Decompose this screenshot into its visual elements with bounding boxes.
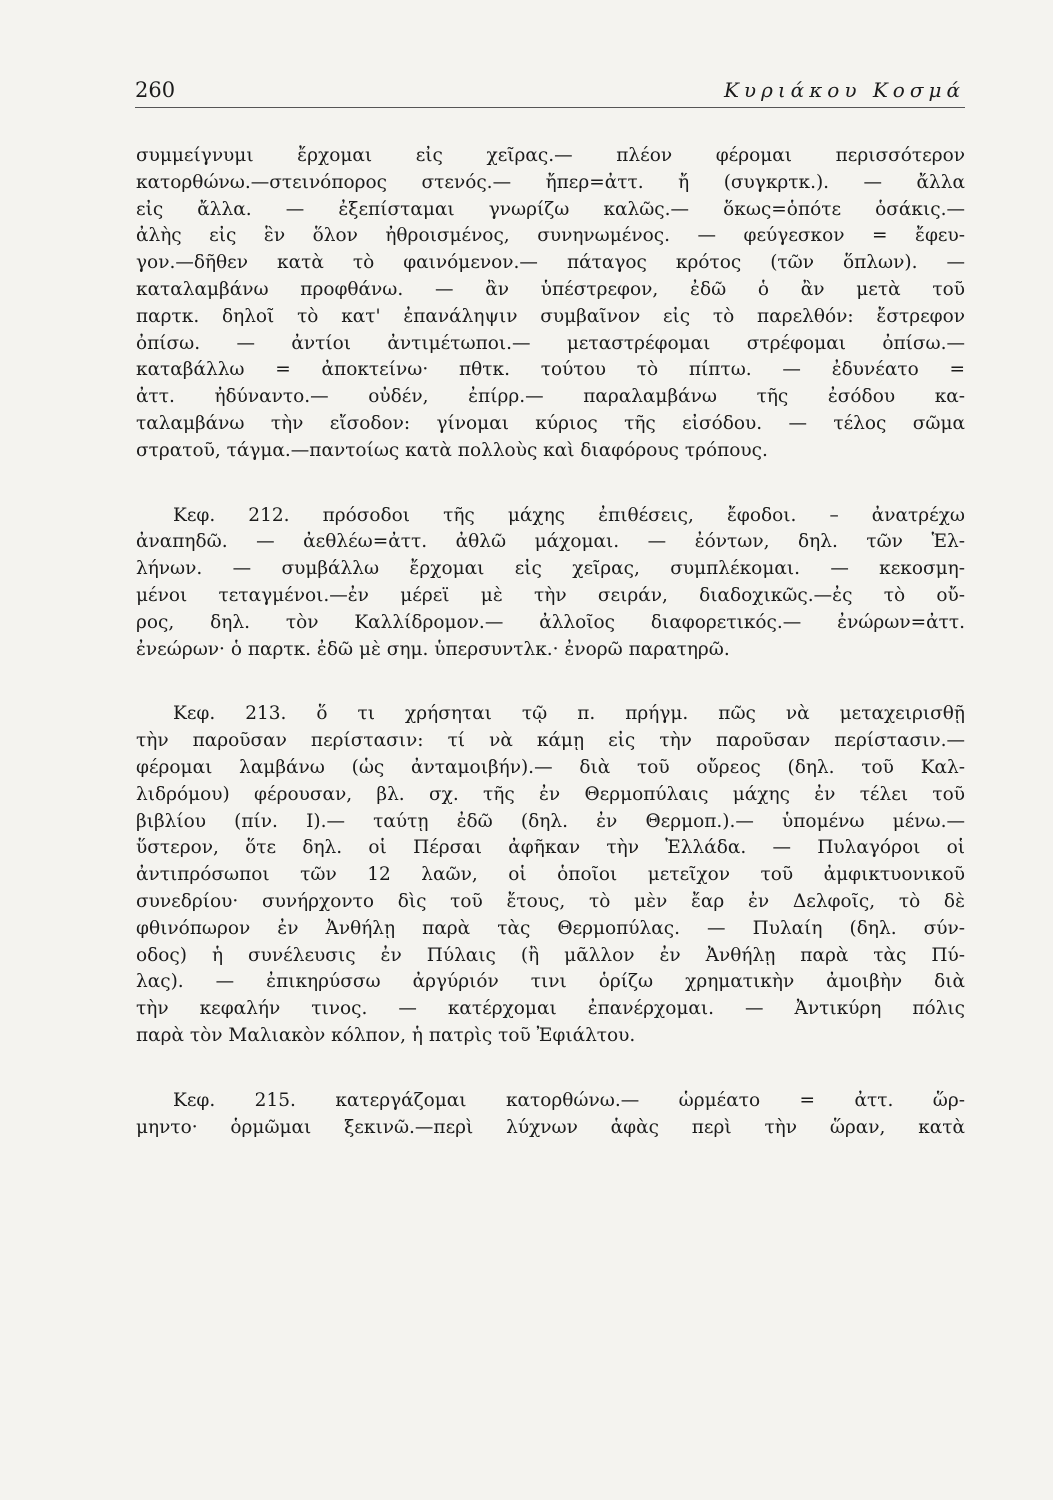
text-line: Κεφ. 212. πρόσοδοι τῆς μάχης ἐπιθέσεις, ἔφοδοι. – ἀνατρέχω [173, 504, 965, 526]
text-line: λήνων. — συμβάλλω ἔρχομαι εἰς χεῖρας, συμπλέκομαι. — κεκοσμη- [136, 558, 965, 580]
text-line: εἰς ἄλλα. — ἐξεπίσταμαι γνωρίζω καλῶς.— ὅκως=ὁπότε ὁσάκις.— [136, 198, 965, 220]
text-line: παρὰ τὸν Μαλιακὸν κόλπον, ἡ πατρὶς τοῦ Ἐφιάλτου. [136, 1024, 636, 1046]
text-line: λιδρόμου) φέρουσαν, βλ. σχ. τῆς ἐν Θερμοπύλαις μάχης ἐν τέλει τοῦ [136, 783, 965, 805]
text-line: Κεφ. 215. κατεργάζομαι κατορθώνω.— ὡρμέατο = ἀττ. ὥρ- [173, 1089, 965, 1111]
running-head: Κυριάκου Κοσμά [723, 78, 965, 102]
text-line: λας). — ἐπικηρύσσω ἀργύριόν τινι ὁρίζω χρηματικὴν ἀμοιβὴν διὰ [136, 971, 965, 993]
page-number: 260 [135, 78, 176, 102]
paragraph-ch211-notes [136, 143, 965, 465]
text-line: παρτκ. δηλοῖ τὸ κατ' ἐπανάληψιν συμβαῖνον εἰς τὸ παρελθόν: ἔστρεφον [136, 305, 965, 327]
text-line: καταλαμβάνω προφθάνω. — ἂν ὑπέστρεφον, ἐδῶ ὁ ἂν μετὰ τοῦ [136, 278, 965, 300]
paragraph-ch215-notes [136, 1088, 965, 1142]
text-line: συνεδρίου· συνήρχοντο δὶς τοῦ ἔτους, τὸ μὲν ἔαρ ἐν Δελφοῖς, τὸ δὲ [136, 890, 965, 912]
text-line: φθινόπωρον ἐν Ἀνθήλῃ παρὰ τὰς Θερμοπύλας. — Πυλαίη (δηλ. σύν- [136, 917, 965, 939]
text-line: ρος, δηλ. τὸν Καλλίδρομον.— ἀλλοῖος διαφορετικός.— ἐνώρων=ἀττ. [136, 611, 965, 633]
text-line: οδος) ἡ συνέλευσις ἐν Πύλαις (ἢ μᾶλλον ἐν Ἀνθήλῃ παρὰ τὰς Πύ- [136, 944, 965, 966]
text-line: ὀπίσω. — ἀντίοι ἀντιμέτωποι.— μεταστρέφομαι στρέφομαι ὀπίσω.— [136, 332, 965, 354]
text-line: γον.—δῆθεν κατὰ τὸ φαινόμενον.— πάταγος κρότος (τῶν ὅπλων). — [136, 252, 965, 274]
text-line: βιβλίου (πίν. Ι).— ταύτῃ ἐδῶ (δηλ. ἐν Θερμοπ.).— ὑπομένω μένω.— [136, 810, 965, 832]
text-line: τὴν κεφαλήν τινος. — κατέρχομαι ἐπανέρχομαι. — Ἀντικύρη πόλις [136, 998, 965, 1020]
text-line: ἀττ. ἠδύναντο.— οὐδέν, ἐπίρρ.— παραλαμβάνω τῆς ἐσόδου κα- [136, 386, 965, 408]
text-line: ἐνεώρων· ὁ παρτκ. ἐδῶ μὲ σημ. ὑπερσυντλκ.· ἐνορῶ παρατηρῶ. [136, 638, 730, 660]
body-text [136, 143, 965, 1179]
header-rule [135, 107, 965, 108]
text-line: ἀντιπρόσωποι τῶν 12 λαῶν, οἱ ὁποῖοι μετεῖχον τοῦ ἀμφικτυονικοῦ [136, 864, 965, 886]
text-line: καταβάλλω = ἀποκτείνω· πθτκ. τούτου τὸ πίπτω. — ἐδυνέατο = [136, 359, 965, 381]
text-line: συμμείγνυμι ἔρχομαι εἰς χεῖρας.— πλέον φέρομαι περισσότερον [136, 145, 965, 166]
text-line: Κεφ. 213. ὅ τι χρήσηται τῷ π. πρήγμ. πῶς νὰ μεταχειρισθῇ [173, 703, 965, 725]
text-line: φέρομαι λαμβάνω (ὡς ἀνταμοιβήν).— διὰ τοῦ οὔρεος (δηλ. τοῦ Καλ- [136, 756, 965, 778]
paragraph-ch212-notes [136, 503, 965, 664]
text-line: ὕστερον, ὅτε δηλ. οἱ Πέρσαι ἀφῆκαν τὴν Ἑλλάδα. — Πυλαγόροι οἱ [136, 837, 965, 859]
text-line: ἀναπηδῶ. — ἀεθλέω=ἀττ. ἀθλῶ μάχομαι. — ἐόντων, δηλ. τῶν Ἑλ- [136, 531, 965, 553]
text-line: τὴν παροῦσαν περίστασιν: τί νὰ κάμῃ εἰς τὴν παροῦσαν περίστασιν.— [136, 730, 965, 752]
text-line: μηντο· ὁρμῶμαι ξεκινῶ.—περὶ λύχνων ἁφὰς περὶ τὴν ὥραν, κατὰ [136, 1116, 965, 1138]
text-line: ταλαμβάνω τὴν εἴσοδον: γίνομαι κύριος τῆς εἰσόδου. — τέλος σῶμα [136, 412, 965, 434]
text-line: μένοι τεταγμένοι.—ἐν μέρεϊ μὲ τὴν σειράν, διαδοχικῶς.—ἐς τὸ οὔ- [136, 584, 965, 606]
text-line: κατορθώνω.—στεινόπορος στενός.— ἤπερ=ἀττ. ἤ (συγκρτκ.). — ἄλλα [136, 171, 965, 193]
text-line: στρατοῦ, τάγμα.—παντοίως κατὰ πολλοὺς καὶ διαφόρους τρόπους. [136, 439, 768, 461]
text-line: ἀλὴς εἰς ἓν ὅλον ἠθροισμένος, συνηνωμένος. — φεύγεσκον = ἔφευ- [136, 225, 965, 247]
paragraph-ch213-notes [136, 701, 965, 1049]
